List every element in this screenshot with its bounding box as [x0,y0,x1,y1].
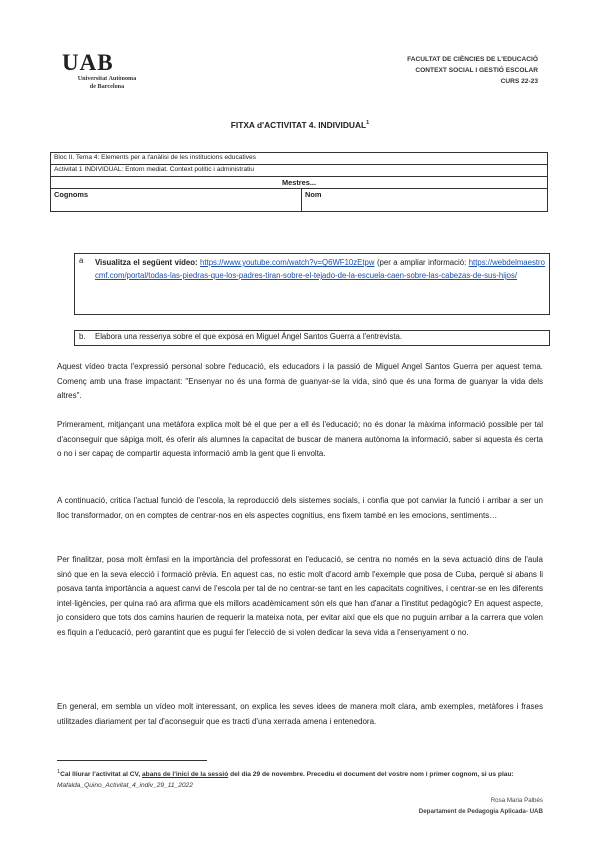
mestres-cell: Mestres... [51,177,548,189]
footnote-divider [57,760,207,761]
uab-logo-text [62,75,152,91]
question-a-letter: a [79,256,84,265]
bloc-cell: Bloc II. Tema 4: Elements per a l'anàlisi de les institucions educatives [51,153,548,165]
paragraph-3: A continuació, critica l'actual funció de l'escola, la reproducció dels sistemes socials, i confia que pot canviar la funció i arribar a ser un lloc transformador, on en comptes de centrar-nos en els aspectes cognitius, ens fixem també en les emocions, sentiments… [57,496,543,520]
header-line3: CURS 22-23 [500,78,538,85]
paragraph-1: Aquest vídeo tracta l'expressió personal sobre l'educació, els educadors i la passió de Miguel Angel Santos Guerra per aquest tema. Començ amb una frase impactant: "Ensenyar no és una forma de guanyar-se la vida, sinó que és una forma de guanyar la vida dels altres". [57,362,543,401]
webdelmaestro-link[interactable]: https://webdelmaestrocmf.com/portal/todas-las-piedras-que-los-padres-tiran-sobre-el-tejado-de-la-escuela-caen-sobre-las-cabezas-de-sus-hijos/ [95,258,545,280]
cognoms-cell: Cognoms [51,189,302,212]
page-title [0,120,600,130]
info-table [50,152,548,212]
question-b-letter: b. [79,332,86,341]
question-a-intro: Visualitza el següent vídeo: [95,258,198,267]
paragraph-5: En general, em sembla un vídeo molt interessant, on explica les seves idees de manera molt clara, amb exemples, metàfores i frases utilitzades diariament per tal d'aconseguir que es tracti d'una xerrada amena i entenedora. [57,702,543,726]
youtube-link[interactable]: https://www.youtube.com/watch?v=Q6WF10zEtpw [200,258,375,267]
footnote-pre: Cal lliurar l'activitat al CV, [60,771,143,779]
paragraph-4: Per finalitzar, posa molt èmfasi en la importància del professorat en l'educació, se centra no només en la seva actuació dins de l'aula sinó que en la seva elecció i formació prèvia. En aquest cas, no estic molt d'acord amb l'exemple que posa de Cuba, perquè si abans li posava tanta importància a aquest canvi de l'escola per tal de no centrar-se tant en les capacitats cognitives, i centrar-se en les diferents intel·ligències, per quina raó ara afirma que els millors acadèmicament són els que han d'anar a l'institut pedagògic? En aquest aspecte, jo considero que tots dos camins haurien de requerir la mateixa nota, per evitar així que els que no puguin arribar a la carrera que volen es fiquin a l'educació, però garantint que es pugui fer l'elecció de si volen dedicar la seva vida a l'ensenyament o no. [57,555,543,637]
question-b-box [74,330,550,346]
logo-line2: de Barcelona [89,83,125,90]
header-line2: CONTEXT SOCIAL I GESTIÓ ESCOLAR [415,67,538,74]
paragraph-2: Primerament, mitjançant una metàfora explica molt bé el que per a ell és l'educació; no és donar la màxima informació possible per tal d'aconseguir que sàpiga molt, és oferir als alumnes la capacitat de buscar de manera autònoma la informació, saber si aquesta és certa o no i ser capaç de compartir aquesta informació amb la gent que li envolta. [57,420,543,459]
nom-cell: Nom [302,189,548,212]
title-footnote-ref: 1 [366,120,370,127]
author-name: Rosa Maria Palbés [490,797,543,804]
question-a-box [74,253,550,315]
question-b-text: Elabora una ressenya sobre el que exposa en Miguel Ángel Santos Guerra a l'entrevista. [95,332,403,341]
footnote [57,767,543,791]
header-line1: FACULTAT DE CIÈNCIES DE L'EDUCACIÓ [407,56,538,63]
signature [419,795,543,817]
activitat-cell: Activitat 1 INDIVIDUAL: Entorn mediat. Context polític i administratiu [51,165,548,177]
question-a-text [95,256,545,282]
footnote-deadline: abans de l'inici de la sessió [142,771,229,779]
logo-line1: Universitat Autònoma [77,75,137,82]
faculty-header [407,54,538,87]
department: Departament de Pedagogia Aplicada- UAB [418,808,543,815]
footnote-post: del dia 29 de novembre. Precediu el document del vostre nom i primer cognom, si us plau: [228,771,514,779]
question-a-mid: (per a ampliar informació: [376,258,467,267]
title-text: FITXA d'ACTIVITAT 4. INDIVIDUAL [230,120,367,130]
uab-logo: UAB [62,50,114,75]
footnote-filename: Mafalda_Quino_Activitat_4_indiv_29_11_2022 [57,782,193,790]
footnote-num: 1 [57,769,61,775]
